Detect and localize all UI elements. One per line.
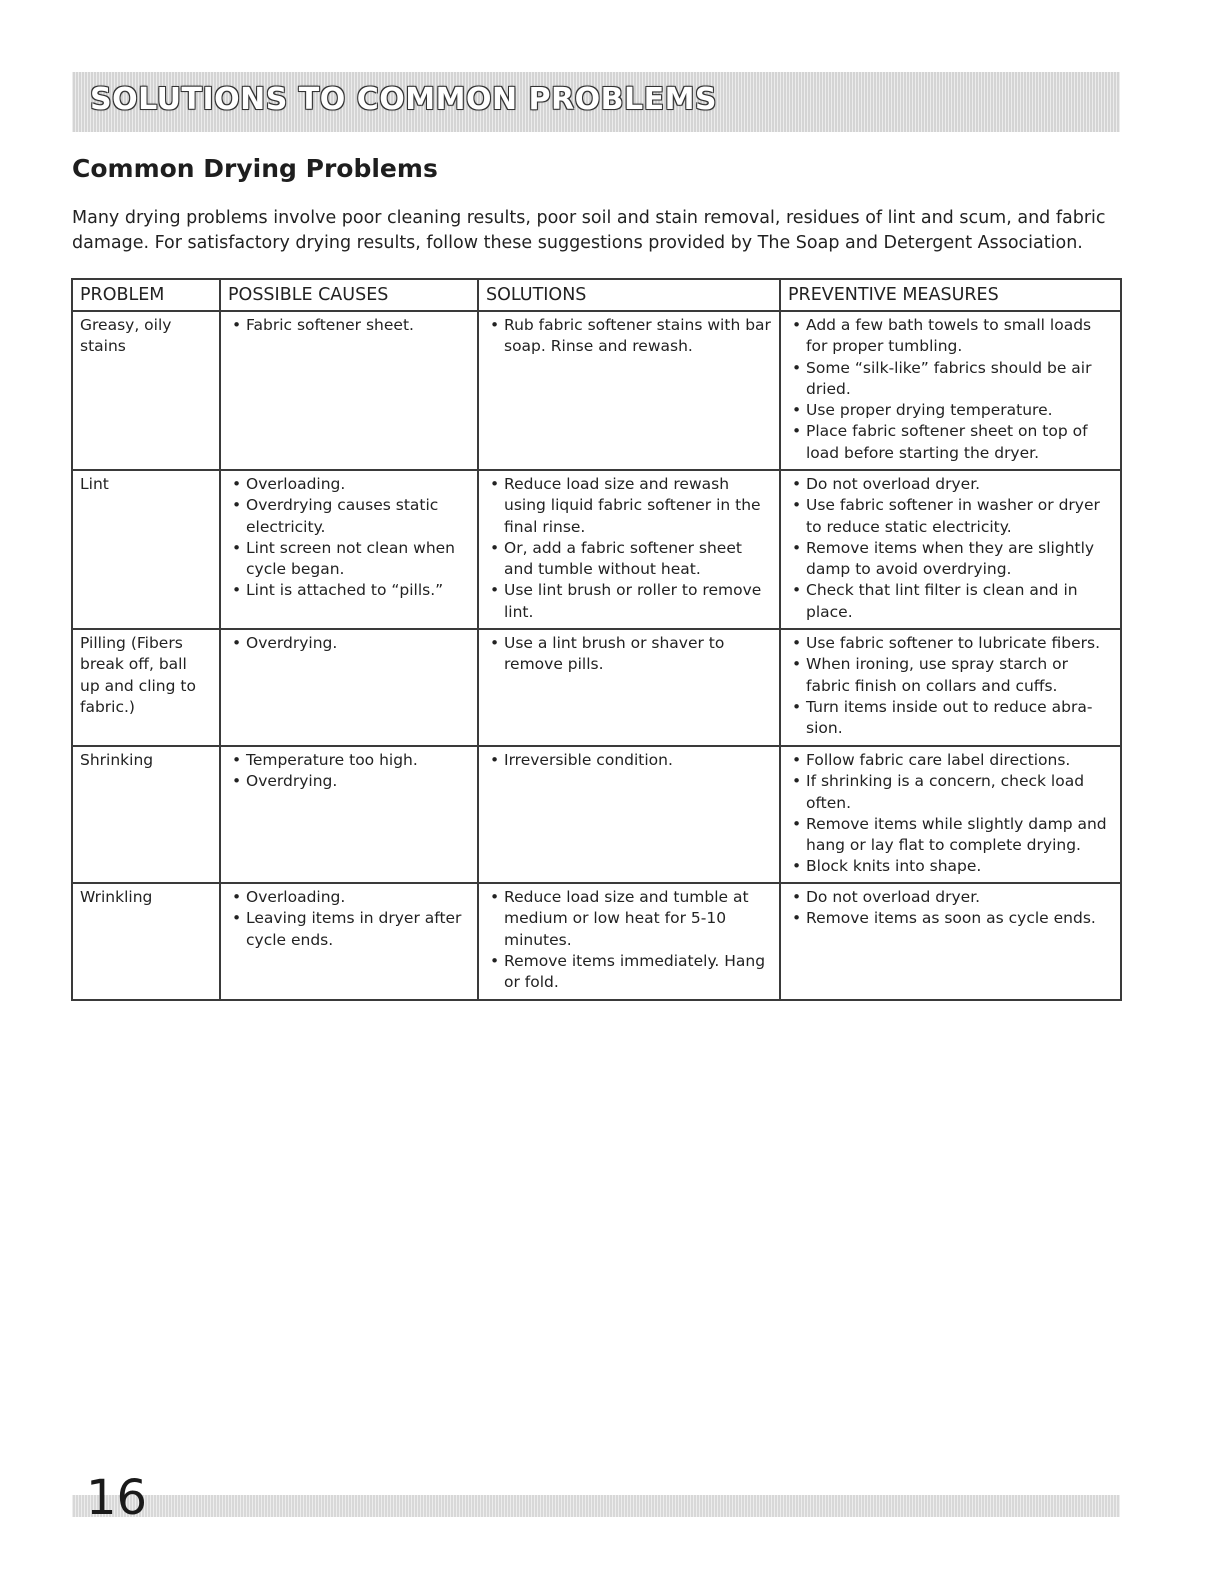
list-item: • Add a few bath towels to small loads for proper tumbling. (788, 315, 1112, 358)
list-item: • Overdrying. (228, 771, 469, 792)
table-header-row (72, 279, 1121, 311)
column-header-causes: POSSIBLE CAUSES (220, 279, 478, 311)
preventive-list (788, 474, 1112, 623)
list-item: • Use proper drying temperature. (788, 400, 1112, 421)
causes-cell (220, 311, 478, 470)
solutions-list (486, 887, 771, 993)
problem-cell (72, 470, 220, 629)
solutions-list (486, 750, 771, 771)
page-title: SOLUTIONS TO COMMON PROBLEMS (90, 82, 718, 117)
list-item: • Use fabric softener to lubricate fibers. (788, 633, 1112, 654)
problem-text: Pilling (Fibers break off, ball up and cling to fabric.) (80, 634, 196, 716)
solutions-list (486, 315, 771, 358)
preventive-list (788, 315, 1112, 464)
causes-cell (220, 883, 478, 1000)
problem-cell (72, 629, 220, 746)
list-item: • Irreversible condition. (486, 750, 771, 771)
preventive-cell (780, 311, 1121, 470)
causes-cell (220, 746, 478, 883)
section-heading: Common Drying Problems (72, 154, 438, 183)
list-item: • Overdrying. (228, 633, 469, 654)
list-item: • Leaving items in dryer after cycle ends. (228, 908, 469, 951)
list-item: • If shrinking is a concern, check load often. (788, 771, 1112, 814)
column-header-preventive: PREVENTIVE MEASURES (780, 279, 1121, 311)
drying-problems-table (71, 278, 1122, 1001)
list-item: • Check that lint filter is clean and in place. (788, 580, 1112, 623)
causes-list (228, 750, 469, 793)
list-item: • Do not overload dryer. (788, 887, 1112, 908)
table-row (72, 746, 1121, 883)
title-banner (72, 72, 1120, 132)
list-item: • Temperature too high. (228, 750, 469, 771)
problem-text: Wrinkling (80, 888, 153, 906)
causes-cell (220, 629, 478, 746)
page-number: 16 (86, 1470, 148, 1526)
causes-cell (220, 470, 478, 629)
table-row (72, 883, 1121, 1000)
list-item: • Or, add a fabric softener sheet and tumble without heat. (486, 538, 771, 581)
table-row (72, 311, 1121, 470)
solutions-cell (478, 746, 780, 883)
list-item: • Use lint brush or roller to remove lint. (486, 580, 771, 623)
list-item: • Remove items as soon as cycle ends. (788, 908, 1112, 929)
preventive-list (788, 750, 1112, 878)
causes-list (228, 887, 469, 951)
column-header-problem: PROBLEM (72, 279, 220, 311)
solutions-cell (478, 883, 780, 1000)
solutions-list (486, 633, 771, 676)
problem-text: Lint (80, 475, 109, 493)
list-item: • Remove items when they are slightly damp to avoid overdrying. (788, 538, 1112, 581)
table-row (72, 470, 1121, 629)
list-item: • Some “silk-like” fabrics should be air dried. (788, 358, 1112, 401)
solutions-cell (478, 470, 780, 629)
list-item: • Remove items immediately. Hang or fold. (486, 951, 771, 994)
preventive-cell (780, 746, 1121, 883)
list-item: • Reduce load size and rewash using liquid fabric softener in the final rinse. (486, 474, 771, 538)
table-row (72, 629, 1121, 746)
list-item: • When ironing, use spray starch or fabric finish on collars and cuffs. (788, 654, 1112, 697)
list-item: • Lint is attached to “pills.” (228, 580, 469, 601)
causes-list (228, 474, 469, 602)
solutions-cell (478, 311, 780, 470)
list-item: • Use a lint brush or shaver to remove pills. (486, 633, 771, 676)
list-item: • Overloading. (228, 887, 469, 908)
causes-list (228, 315, 469, 336)
preventive-cell (780, 470, 1121, 629)
footer-rule (72, 1495, 1120, 1517)
list-item: • Turn items inside out to reduce abra-sion. (788, 697, 1112, 740)
intro-paragraph: Many drying problems involve poor cleaning results, poor soil and stain removal, residues of lint and scum, and fabric damage. For satisfactory drying results, follow these suggestions provided by The Soap and Detergent Association. (72, 208, 1106, 253)
problem-cell (72, 883, 220, 1000)
preventive-list (788, 887, 1112, 930)
column-header-solutions: SOLUTIONS (478, 279, 780, 311)
problem-cell (72, 311, 220, 470)
preventive-cell (780, 629, 1121, 746)
list-item: • Fabric softener sheet. (228, 315, 469, 336)
preventive-cell (780, 883, 1121, 1000)
preventive-list (788, 633, 1112, 739)
problem-text: Greasy, oily stains (80, 316, 172, 356)
problem-text: Shrinking (80, 751, 154, 769)
list-item: • Use fabric softener in washer or dryer to reduce static electricity. (788, 495, 1112, 538)
solutions-cell (478, 629, 780, 746)
list-item: • Block knits into shape. (788, 856, 1112, 877)
list-item: • Reduce load size and tumble at medium or low heat for 5-10 minutes. (486, 887, 771, 951)
list-item: • Rub fabric softener stains with bar soap. Rinse and rewash. (486, 315, 771, 358)
list-item: • Follow fabric care label directions. (788, 750, 1112, 771)
list-item: • Remove items while slightly damp and hang or lay flat to complete drying. (788, 814, 1112, 857)
causes-list (228, 633, 469, 654)
solutions-list (486, 474, 771, 623)
list-item: • Overloading. (228, 474, 469, 495)
problem-cell (72, 746, 220, 883)
list-item: • Place fabric softener sheet on top of load before starting the dryer. (788, 421, 1112, 464)
list-item: • Do not overload dryer. (788, 474, 1112, 495)
list-item: • Lint screen not clean when cycle began. (228, 538, 469, 581)
list-item: • Overdrying causes static electricity. (228, 495, 469, 538)
